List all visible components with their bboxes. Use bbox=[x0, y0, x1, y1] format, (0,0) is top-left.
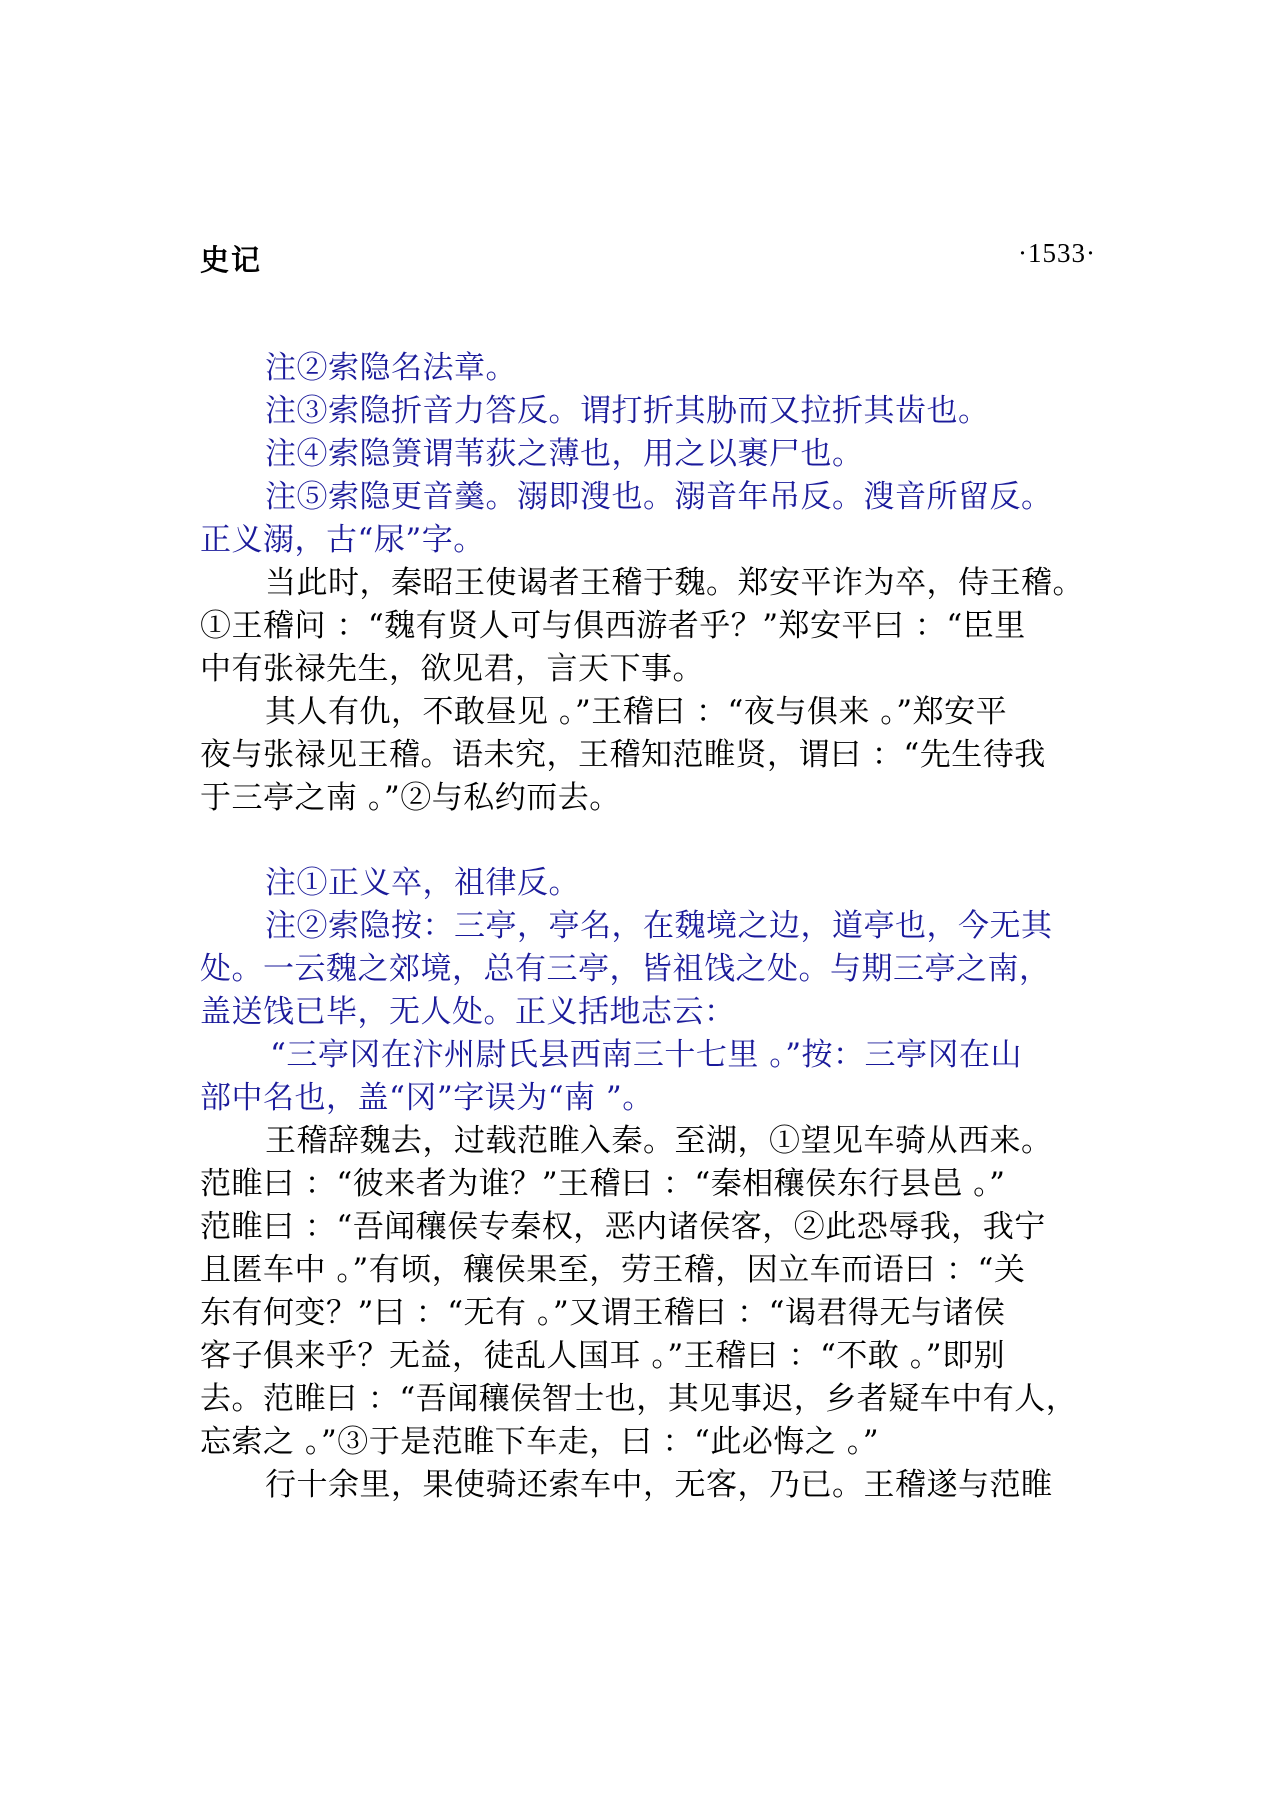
book-title: 史记 bbox=[200, 243, 263, 277]
annotation-line: 注②索隐按：三亭，亭名，在魏境之边，道亭也，今无其 bbox=[265, 908, 1053, 944]
body-text-line: 中有张禄先生，欲见君，言天下事。 bbox=[200, 651, 704, 687]
body-text-line: 于三亭之南 。”②与私约而去。 bbox=[200, 780, 621, 816]
body-text-line: 范睢曰 ：“彼来者为谁？”王稽曰 ：“秦相穰侯东行县邑 。” bbox=[200, 1166, 1006, 1202]
annotation-line: 注②索隐名法章。 bbox=[265, 350, 517, 386]
body-text-line: 王稽辞魏去，过载范睢入秦。至湖，①望见车骑从西来。 bbox=[265, 1123, 1053, 1159]
body-text-line: 行十余里，果使骑还索车中，无客，乃已。王稽遂与范睢 bbox=[265, 1467, 1053, 1503]
body-text-line: 客子俱来乎？无益，徒乱人国耳 。”王稽曰 ：“不敢 。”即别 bbox=[200, 1338, 1006, 1374]
page-header bbox=[200, 238, 1096, 278]
annotation-line: 正义溺，古“尿”字。 bbox=[200, 522, 485, 558]
annotation-line: 注③索隐折音力答反。谓打折其胁而又拉折其齿也。 bbox=[265, 393, 990, 429]
page-number: ·1533· bbox=[1018, 238, 1096, 268]
body-text-line: 夜与张禄见王稽。语未究，王稽知范睢贤，谓曰 ：“先生待我 bbox=[200, 737, 1046, 773]
annotation-line: 注①正义卒，祖律反。 bbox=[265, 865, 580, 901]
annotation-line: 注④索隐箦谓苇荻之薄也，用之以裹尸也。 bbox=[265, 436, 864, 472]
body-text-line: 当此时，秦昭王使谒者王稽于魏。郑安平诈为卒，侍王稽。 bbox=[265, 565, 1084, 601]
annotation-line: 处。一云魏之郊境，总有三亭，皆祖饯之处。与期三亭之南， bbox=[200, 951, 1051, 987]
paragraph-gap bbox=[200, 820, 1100, 862]
annotation-line: “三亭冈在汴州尉氏县西南三十七里 。”按：三亭冈在山 bbox=[270, 1037, 1023, 1073]
annotation-line: 盖送饯已毕，无人处。正义括地志云： bbox=[200, 994, 736, 1030]
body-text-line: 去。范睢曰 ：“吾闻穰侯智士也，其见事迟，乡者疑车中有人， bbox=[200, 1381, 1078, 1417]
annotation-line: 注⑤索隐更音羹。溺即溲也。溺音年吊反。溲音所留反。 bbox=[265, 479, 1053, 515]
body-text-line: 忘索之 。”③于是范睢下车走，曰 ：“此必悔之 。” bbox=[200, 1424, 880, 1460]
annotation-line: 部中名也，盖“冈”字误为“南 ”。 bbox=[200, 1080, 654, 1116]
body-text-line: ①王稽问 ：“魏有贤人可与俱西游者乎？”郑安平曰 ：“臣里 bbox=[200, 608, 1026, 644]
body-text-line: 且匿车中 。”有顷，穰侯果至，劳王稽，因立车而语曰 ：“关 bbox=[200, 1252, 1026, 1288]
body-text-line: 范睢曰 ：“吾闻穰侯专秦权，恶内诸侯客，②此恐辱我，我宁 bbox=[200, 1209, 1046, 1245]
page-content bbox=[200, 347, 1100, 1507]
body-text-line: 其人有仇，不敢昼见 。”王稽曰 ：“夜与俱来 。”郑安平 bbox=[265, 694, 1008, 730]
body-text-line: 东有何变？”曰 ：“无有 。”又谓王稽曰 ：“谒君得无与诸侯 bbox=[200, 1295, 1006, 1331]
